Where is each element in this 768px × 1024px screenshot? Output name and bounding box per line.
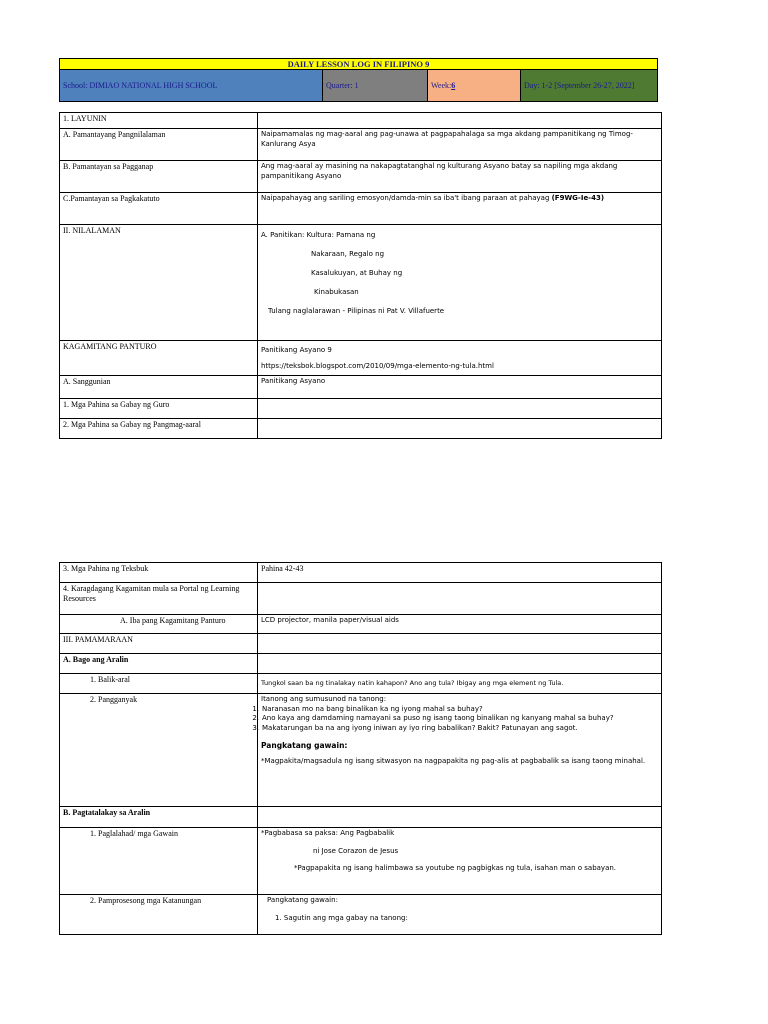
- table-row: [60, 113, 662, 129]
- list-item: [252, 714, 658, 724]
- list-item: [252, 704, 658, 715]
- quarter-cell: [323, 70, 428, 101]
- pagtatalakay-value: [258, 807, 662, 828]
- pangkatang-heading: Pangkatang gawain:: [261, 741, 348, 750]
- list-number: 2.: [252, 714, 259, 722]
- school-name: School: DIMIAO NATIONAL HIGH SCHOOL: [63, 81, 218, 90]
- week-cell: [428, 70, 521, 101]
- paglalahad-line: *Pagbabasa sa paksa: Ang Pagbabalik: [261, 829, 395, 837]
- pagkatuto-code: (F9WG-Ie-43): [551, 194, 605, 202]
- table-row: [60, 634, 662, 654]
- list-number: 1.: [252, 704, 259, 713]
- pamamaraan-label: III. PAMAMARAAN: [60, 634, 258, 654]
- pagkatuto-value: [258, 193, 662, 225]
- gabay-mag-aaral-value: [258, 419, 662, 439]
- table-row: [60, 583, 662, 615]
- pagkatuto-text: Naipapahayag ang sariling emosyon/damda-min sa iba't ibang paraan at pahayag: [261, 194, 552, 202]
- day-cell: [521, 70, 657, 101]
- iba-label: A. Iba pang Kagamitang Panturo: [60, 615, 258, 634]
- karagdagang-label: 4. Karagdagang Kagamitan mula sa Portal ng Learning Resources: [60, 583, 258, 615]
- balik-label: 1. Balik-aral: [60, 674, 258, 694]
- pagganap-value: Ang mag-aaral ay masining na nakapagtatanghal ng kulturang Asyano batay sa napiling mga akdang pampanitikang Asyano: [258, 161, 662, 193]
- paglalahad-line: *Pagpapakita ng isang halimbawa sa youtube ng pagbigkas ng tula, isahan man o sabayan.: [294, 864, 617, 872]
- day-label: Day: 1-2 [September 26-27, 2022]: [524, 81, 635, 90]
- lesson-table-2: [59, 562, 662, 935]
- bago-label: A. Bago ang Aralin: [60, 654, 258, 674]
- table-row: [60, 694, 662, 807]
- karagdagang-value: [258, 583, 662, 615]
- nilalaman-line: Kinabukasan: [314, 288, 359, 296]
- table-row: [60, 341, 662, 376]
- table-row: [60, 225, 662, 341]
- pangganyak-intro: Itanong ang sumusunod na tanong:: [261, 695, 387, 703]
- table-row: [60, 399, 662, 419]
- page-title: DAILY LESSON LOG IN FILIPINO 9: [59, 58, 658, 70]
- table-row: [60, 828, 662, 895]
- nilalaman-value: [258, 225, 662, 341]
- table-row: [60, 674, 662, 694]
- table-row: [60, 161, 662, 193]
- kagamitan-line: Panitikang Asyano 9: [261, 346, 332, 354]
- table-row: [60, 615, 662, 634]
- paglalahad-line: ni Jose Corazon de Jesus: [313, 846, 399, 855]
- pangganyak-value: [252, 694, 662, 807]
- list-text: Ano kaya ang damdaming namayani sa puso ng isang taong binalikan ng kanyang mahal sa buhay?: [262, 714, 614, 722]
- paglalahad-value: [258, 828, 662, 895]
- pamprosesong-value: [258, 895, 662, 935]
- pangkatang-text: *Magpakita/magsadula ng isang sitwasyon na nagpapakita ng pag-alis at pagbabalik sa isang taong minahal.: [261, 756, 646, 765]
- pamprosesong-line: Pangkatang gawain:: [267, 896, 338, 904]
- sanggunian-value: Panitikang Asyano: [258, 376, 662, 399]
- teksbuk-value: Pahina 42-43: [258, 563, 662, 583]
- nilalaman-line: Kasalukuyan, at Buhay ng: [311, 269, 403, 277]
- quarter-label: Quarter: 1: [326, 81, 359, 90]
- pamprosesong-line: 1. Sagutin ang mga gabay na tanong:: [275, 913, 408, 922]
- paglalahad-label: 1. Paglalahad/ mga Gawain: [60, 828, 258, 895]
- iba-value: LCD projector, manila paper/visual aids: [258, 615, 662, 634]
- table-row: [60, 129, 662, 161]
- pagtatalakay-label: B. Pagtatalakay sa Aralin: [60, 807, 258, 828]
- kagamitan-value: [258, 341, 662, 376]
- pamprosesong-label: 2. Pamprosesong mga Katanungan: [60, 895, 258, 935]
- pagkatuto-label: C.Pamantayan sa Pagkakatuto: [60, 193, 258, 225]
- gabay-mag-aaral-label: 2. Mga Pahina sa Gabay ng Pangmag-aaral: [60, 419, 258, 439]
- gabay-guro-value: [258, 399, 662, 419]
- table-row: [60, 654, 662, 674]
- week-value: 6: [451, 81, 456, 90]
- teksbuk-label: 3. Mga Pahina ng Teksbuk: [60, 563, 258, 583]
- bago-value: [258, 654, 662, 674]
- kagamitan-label: KAGAMITANG PANTURO: [60, 341, 258, 376]
- table-row: [60, 895, 662, 935]
- pamamaraan-value: [258, 634, 662, 654]
- header-info-row: [59, 70, 658, 102]
- list-text: Makatarungan ba na ang iyong iniwan ay iyo ring babalikan? Bakit? Patunayan ang sagot.: [262, 723, 578, 732]
- kagamitan-link[interactable]: https://teksbok.blogspot.com/2010/09/mga-elemento-ng-tula.html: [261, 362, 494, 370]
- nilalaman-line: Tulang naglalarawan - Pilipinas ni Pat V. Villafuerte: [268, 307, 445, 315]
- table-row: [60, 807, 662, 828]
- nilalaman-label: II. NILALAMAN: [60, 225, 258, 341]
- table-row: [60, 419, 662, 439]
- week-label: Week:: [431, 81, 452, 90]
- list-number: 3.: [252, 723, 259, 732]
- table-row: [60, 376, 662, 399]
- sanggunian-label: A. Sanggunian: [60, 376, 258, 399]
- layunin-label: 1. LAYUNIN: [60, 113, 258, 129]
- pangganyak-label: 2. Pangganyak: [60, 694, 258, 807]
- pangnilalaman-value: Naipamamalas ng mag-aaral ang pag-unawa at pagpapahalaga sa mga akdang pampanitikang ng Timog-Kanlurang Asya: [258, 129, 662, 161]
- gabay-guro-label: 1. Mga Pahina sa Gabay ng Guro: [60, 399, 258, 419]
- list-item: [252, 723, 658, 734]
- nilalaman-line: A. Panitikan: Kultura: Pamana ng: [261, 231, 376, 239]
- lesson-table-1: [59, 112, 662, 439]
- balik-value: Tungkol saan ba ng tinalakay natin kahapon? Ano ang tula? Ibigay ang mga element ng Tula.: [258, 674, 662, 694]
- school-cell: [60, 70, 323, 101]
- pangnilalaman-label: A. Pamantayang Pangnilalaman: [60, 129, 258, 161]
- table-row: [60, 193, 662, 225]
- list-text: Naranasan mo na bang binalikan ka ng iyong mahal sa buhay?: [262, 704, 483, 713]
- nilalaman-line: Nakaraan, Regalo ng: [311, 250, 385, 258]
- layunin-value: [258, 113, 662, 129]
- table-row: [60, 563, 662, 583]
- pagganap-label: B. Pamantayan sa Pagganap: [60, 161, 258, 193]
